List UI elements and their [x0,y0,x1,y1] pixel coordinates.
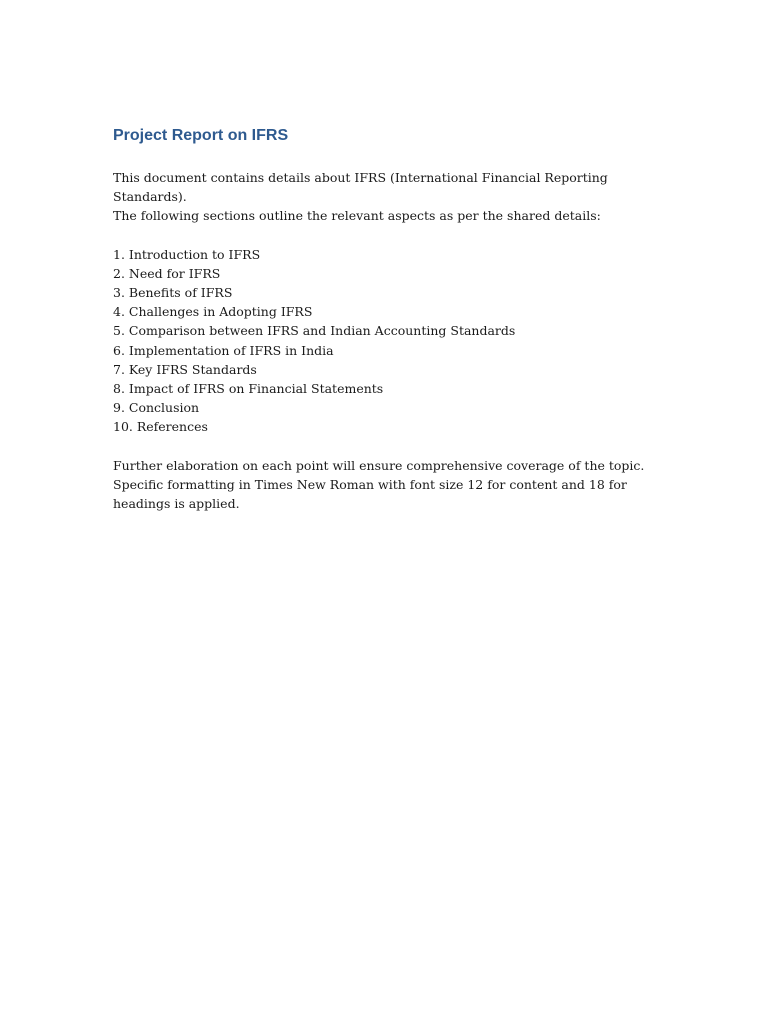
closing-line: Specific formatting in Times New Roman with font size 12 for content and 18 for headings is applied. [113,476,627,512]
list-item: 6. Implementation of IFRS in India [113,342,334,358]
intro-line: This document contains details about IFRS (International Financial Reporting Standards). [113,170,608,205]
document-title: Project Report on IFRS [113,127,289,144]
list-item: 5. Comparison between IFRS and Indian Accounting Standards [113,323,516,339]
list-item: 10. References [113,419,208,435]
closing-line: Further elaboration on each point will ensure comprehensive coverage of the topic. [113,457,645,473]
list-item: 2. Need for IFRS [113,265,221,281]
intro-line: The following sections outline the relevant aspects as per the shared details: [113,208,601,224]
list-item: 8. Impact of IFRS on Financial Statements [113,381,384,397]
section-list [113,245,673,437]
list-item: 3. Benefits of IFRS [113,285,233,301]
list-item: 7. Key IFRS Standards [113,361,257,377]
list-item: 1. Introduction to IFRS [113,246,261,262]
document-body [113,124,673,513]
list-item: 4. Challenges in Adopting IFRS [113,304,313,320]
closing-paragraph [113,456,673,514]
intro-paragraph [113,168,673,226]
list-item: 9. Conclusion [113,400,200,416]
